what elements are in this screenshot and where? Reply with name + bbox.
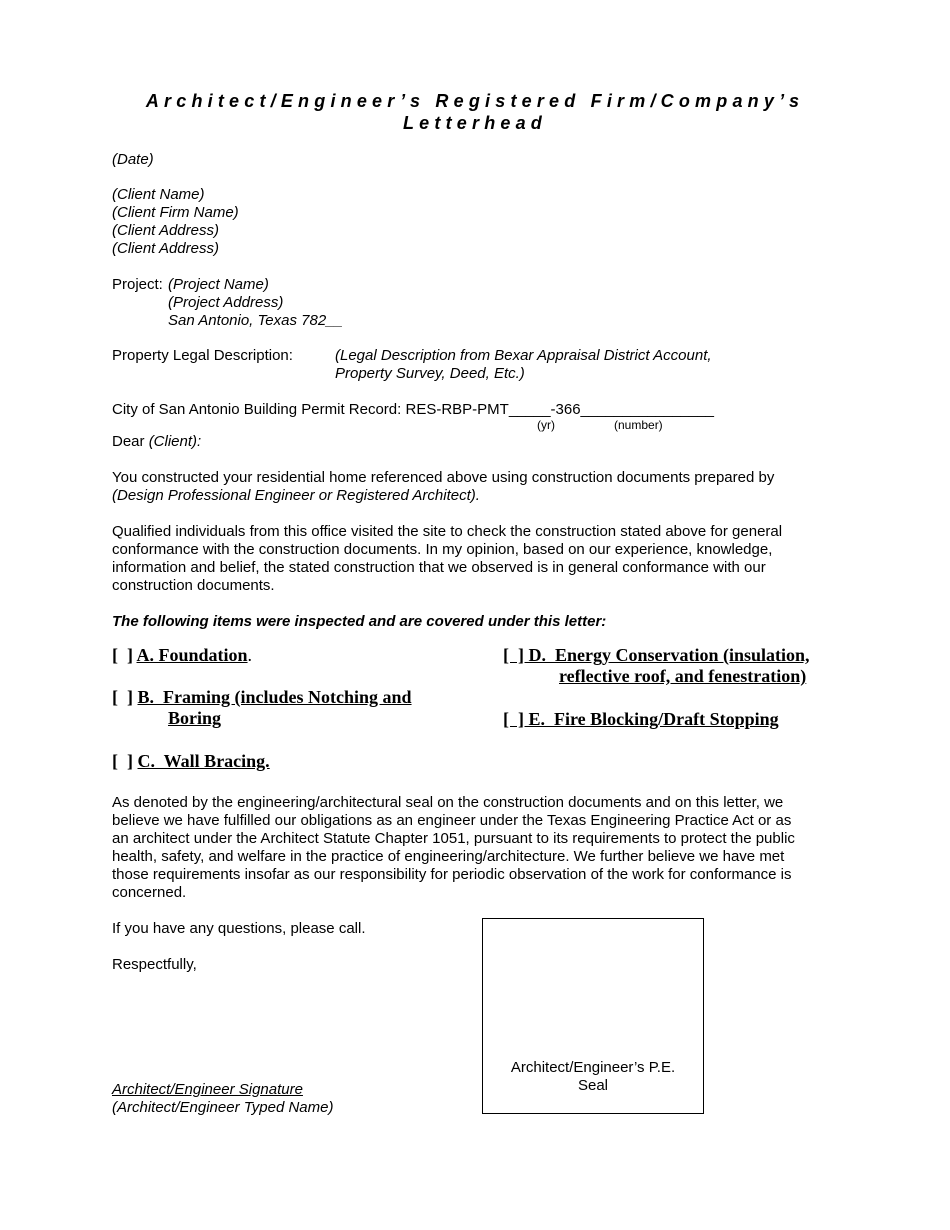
item-c-checkbox[interactable]: [ ]	[112, 751, 138, 771]
paragraph-site-visit	[112, 523, 782, 595]
para3-line6: concerned.	[112, 884, 187, 901]
client-address-1: (Client Address)	[112, 222, 219, 239]
paragraph-seal-obligations	[112, 794, 795, 902]
client-address-2: (Client Address)	[112, 240, 219, 257]
legal-line-1: (Legal Description from Bexar Appraisal District Account,	[335, 347, 712, 364]
client-firm-name: (Client Firm Name)	[112, 204, 239, 221]
item-c-wall-bracing	[112, 751, 270, 772]
item-d-label-line1: [ ] D. Energy Conservation (insulation,	[503, 645, 810, 665]
permit-record: City of San Antonio Building Permit Record: RES-RBP-PMT_____-366________________	[112, 401, 715, 418]
item-a-checkbox[interactable]: [ ]	[112, 645, 137, 665]
legal-label: Property Legal Description:	[112, 347, 293, 364]
para3-line5: those requirements insofar as our responsibility for periodic observation of the work for conformance is	[112, 866, 792, 883]
item-b-framing	[112, 687, 412, 729]
letterhead-title	[0, 90, 950, 134]
questions-text: If you have any questions, please call.	[112, 920, 366, 937]
item-a-label: A. Foundation	[136, 645, 248, 665]
item-a-suffix: .	[247, 645, 253, 665]
legal-description	[335, 347, 712, 383]
letterhead-title-line1: Architect/Engineer’s Registered Firm/Company’s	[145, 91, 805, 111]
para1-line1: You constructed your residential home referenced above using construction documents prepared by	[112, 469, 775, 486]
project-label: Project:	[112, 276, 163, 293]
signature-block	[112, 1081, 333, 1117]
signature-typed-name: (Architect/Engineer Typed Name)	[112, 1099, 334, 1116]
client-block	[112, 186, 239, 258]
para2-line2: conformance with the construction documents. In my opinion, based on our experience, knowledge,	[112, 541, 773, 558]
items-heading: The following items were inspected and are covered under this letter:	[112, 613, 607, 630]
project-name: (Project Name)	[168, 276, 269, 293]
salutation-client: (Client):	[148, 433, 202, 450]
permit-yr-label: (yr)	[537, 418, 555, 432]
item-d-label-line2: reflective roof, and fenestration)	[559, 666, 807, 686]
para3-line3: an architect under the Architect Statute Chapter 1051, pursuant to its requirements to protect the public	[112, 830, 795, 847]
project-address: (Project Address)	[168, 294, 284, 311]
item-d-energy-conservation[interactable]	[503, 645, 810, 687]
item-b-checkbox[interactable]: [ ]	[112, 687, 138, 707]
paragraph-construction-documents	[112, 469, 774, 505]
seal-label	[483, 1059, 703, 1095]
legal-line-2: Property Survey, Deed, Etc.)	[335, 365, 525, 382]
salutation-prefix: Dear	[112, 433, 149, 450]
para1-line2: (Design Professional Engineer or Registered Architect).	[112, 487, 480, 504]
item-c-label: C. Wall Bracing.	[137, 751, 270, 771]
para2-line3: information and belief, the stated construction that we observed is in general conformance with our	[112, 559, 766, 576]
signature-label: Architect/Engineer Signature	[112, 1081, 303, 1098]
salutation	[112, 433, 201, 451]
para3-line4: health, safety, and welfare in the practice of engineering/architecture. We further believe we have met	[112, 848, 785, 865]
item-e-fire-blocking[interactable]: [ ] E. Fire Blocking/Draft Stopping	[503, 709, 779, 729]
project-block	[168, 276, 343, 330]
date-placeholder: (Date)	[112, 151, 154, 168]
seal-label-line2: Seal	[577, 1077, 609, 1094]
project-city: San Antonio, Texas 782__	[168, 312, 343, 329]
item-b-label-line2: Boring	[168, 708, 222, 728]
item-b-label-line1: B. Framing (includes Notching and	[137, 687, 412, 707]
closing-text: Respectfully,	[112, 956, 197, 973]
para2-line1: Qualified individuals from this office visited the site to check the construction stated above for general	[112, 523, 783, 540]
letterhead-title-line2: Letterhead	[402, 113, 548, 133]
item-a-foundation	[112, 645, 252, 666]
client-name: (Client Name)	[112, 186, 205, 203]
para2-line4: construction documents.	[112, 577, 275, 594]
permit-number-label: (number)	[614, 418, 663, 432]
seal-label-line1: Architect/Engineer’s P.E.	[510, 1059, 676, 1076]
seal-box	[482, 918, 704, 1114]
para3-line2: believe we have fulfilled our obligations as an engineer under the Texas Engineering Practice Act or as	[112, 812, 792, 829]
para3-line1: As denoted by the engineering/architectural seal on the construction documents and on this letter, we	[112, 794, 784, 811]
